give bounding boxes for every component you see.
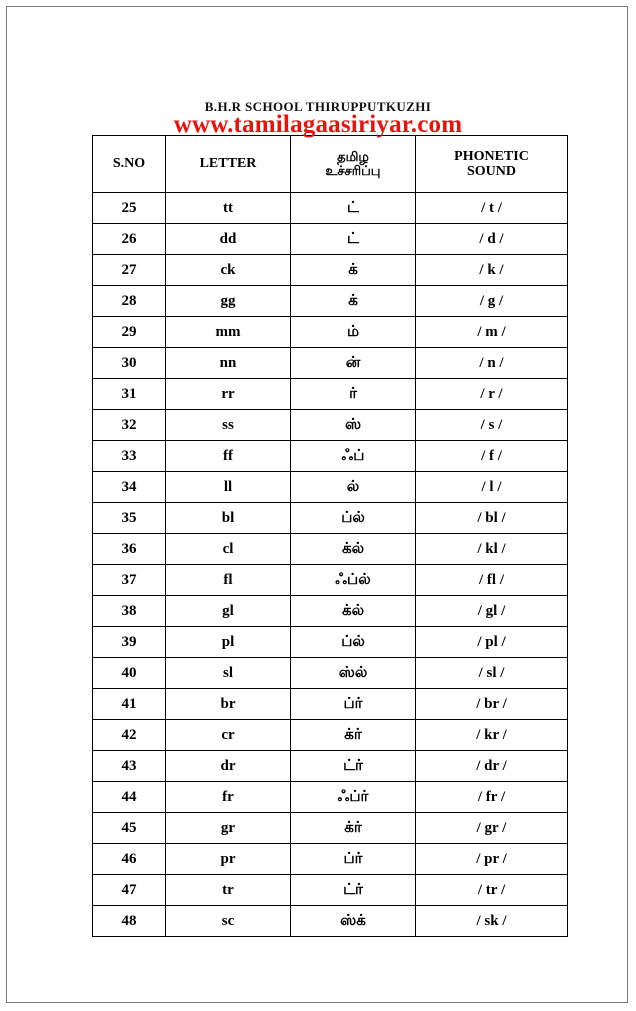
cell-tamil-pronunciation: ஃப்ர் (291, 782, 416, 813)
cell-sno: 36 (93, 534, 166, 565)
cell-sno: 27 (93, 255, 166, 286)
table-row (93, 255, 568, 286)
cell-tamil-pronunciation: ப்ர் (291, 844, 416, 875)
cell-phonetic-sound: / kl / (416, 534, 568, 565)
cell-letter: ff (166, 441, 291, 472)
cell-phonetic-sound: / f / (416, 441, 568, 472)
document-page-frame (6, 6, 628, 1003)
table-row (93, 658, 568, 689)
table-header (93, 136, 568, 193)
table-row (93, 286, 568, 317)
cell-phonetic-sound: / bl / (416, 503, 568, 534)
document-page (7, 7, 629, 1004)
cell-sno: 38 (93, 596, 166, 627)
table-row (93, 627, 568, 658)
table-row (93, 689, 568, 720)
cell-phonetic-sound: / sk / (416, 906, 568, 937)
column-header-phonetic-line1: PHONETIC (454, 148, 529, 164)
cell-letter: cr (166, 720, 291, 751)
cell-sno: 30 (93, 348, 166, 379)
cell-sno: 33 (93, 441, 166, 472)
cell-phonetic-sound: / fl / (416, 565, 568, 596)
cell-sno: 41 (93, 689, 166, 720)
cell-tamil-pronunciation: ப்ர் (291, 689, 416, 720)
cell-tamil-pronunciation: க் (291, 286, 416, 317)
cell-phonetic-sound: / k / (416, 255, 568, 286)
site-watermark: www.tamilagaasiriyar.com (173, 111, 463, 138)
cell-tamil-pronunciation: ட்ர் (291, 751, 416, 782)
cell-tamil-pronunciation: ம் (291, 317, 416, 348)
table-row (93, 565, 568, 596)
table-row (93, 224, 568, 255)
cell-phonetic-sound: / dr / (416, 751, 568, 782)
cell-tamil-pronunciation: ர் (291, 379, 416, 410)
cell-letter: ck (166, 255, 291, 286)
table-body (93, 193, 568, 937)
table-row (93, 441, 568, 472)
table-row (93, 379, 568, 410)
table-row (93, 317, 568, 348)
cell-tamil-pronunciation: ஸ்க் (291, 906, 416, 937)
cell-letter: fl (166, 565, 291, 596)
cell-phonetic-sound: / kr / (416, 720, 568, 751)
cell-phonetic-sound: / n / (416, 348, 568, 379)
cell-sno: 44 (93, 782, 166, 813)
cell-letter: br (166, 689, 291, 720)
cell-phonetic-sound: / fr / (416, 782, 568, 813)
column-header-sno-label: S.NO (112, 156, 146, 172)
column-header-letter-label: LETTER (199, 156, 257, 172)
cell-phonetic-sound: / br / (416, 689, 568, 720)
cell-sno: 40 (93, 658, 166, 689)
cell-tamil-pronunciation: ஸ் (291, 410, 416, 441)
cell-phonetic-sound: / l / (416, 472, 568, 503)
column-header-tamil (291, 136, 416, 193)
cell-tamil-pronunciation: ஸ்ல் (291, 658, 416, 689)
cell-letter: rr (166, 379, 291, 410)
cell-tamil-pronunciation: ட்ர் (291, 875, 416, 906)
cell-phonetic-sound: / gl / (416, 596, 568, 627)
cell-tamil-pronunciation: க்ர் (291, 720, 416, 751)
cell-tamil-pronunciation: க்ல் (291, 534, 416, 565)
cell-phonetic-sound: / d / (416, 224, 568, 255)
cell-phonetic-sound: / pl / (416, 627, 568, 658)
cell-letter: ss (166, 410, 291, 441)
table-row (93, 782, 568, 813)
cell-letter: ll (166, 472, 291, 503)
cell-tamil-pronunciation: ப்ல் (291, 503, 416, 534)
table-row (93, 410, 568, 441)
cell-tamil-pronunciation: ட் (291, 224, 416, 255)
cell-tamil-pronunciation: ன் (291, 348, 416, 379)
table-row (93, 720, 568, 751)
cell-letter: cl (166, 534, 291, 565)
column-header-phonetic-line2: SOUND (466, 164, 516, 179)
cell-tamil-pronunciation: ட் (291, 193, 416, 224)
table-row (93, 875, 568, 906)
cell-letter: tr (166, 875, 291, 906)
cell-letter: gg (166, 286, 291, 317)
cell-sno: 26 (93, 224, 166, 255)
cell-phonetic-sound: / r / (416, 379, 568, 410)
cell-tamil-pronunciation: ல் (291, 472, 416, 503)
table-row (93, 813, 568, 844)
cell-sno: 48 (93, 906, 166, 937)
table-row (93, 844, 568, 875)
cell-phonetic-sound: / m / (416, 317, 568, 348)
table-row (93, 472, 568, 503)
cell-tamil-pronunciation: ஃப் (291, 441, 416, 472)
column-header-tamil-line2: உச்சரிப்பு (325, 163, 381, 178)
phonetics-table (92, 135, 568, 937)
cell-sno: 29 (93, 317, 166, 348)
cell-tamil-pronunciation: ஃப்ல் (291, 565, 416, 596)
cell-sno: 34 (93, 472, 166, 503)
cell-letter: mm (166, 317, 291, 348)
cell-letter: gr (166, 813, 291, 844)
cell-phonetic-sound: / gr / (416, 813, 568, 844)
cell-phonetic-sound: / t / (416, 193, 568, 224)
cell-phonetic-sound: / pr / (416, 844, 568, 875)
cell-tamil-pronunciation: ப்ல் (291, 627, 416, 658)
document-header-title: B.H.R SCHOOL THIRUPPUTKUZHI (204, 99, 432, 114)
cell-sno: 46 (93, 844, 166, 875)
cell-letter: pl (166, 627, 291, 658)
cell-letter: gl (166, 596, 291, 627)
cell-tamil-pronunciation: க் (291, 255, 416, 286)
cell-letter: dd (166, 224, 291, 255)
table-row (93, 348, 568, 379)
column-header-phonetic-sound (416, 136, 568, 193)
table-header-row (93, 136, 568, 193)
table-row (93, 503, 568, 534)
table-row (93, 751, 568, 782)
cell-sno: 28 (93, 286, 166, 317)
cell-letter: sc (166, 906, 291, 937)
cell-letter: sl (166, 658, 291, 689)
cell-sno: 25 (93, 193, 166, 224)
column-header-sno (93, 136, 166, 193)
cell-sno: 43 (93, 751, 166, 782)
cell-tamil-pronunciation: க்ல் (291, 596, 416, 627)
cell-sno: 37 (93, 565, 166, 596)
cell-letter: pr (166, 844, 291, 875)
cell-letter: nn (166, 348, 291, 379)
table-row (93, 906, 568, 937)
cell-sno: 45 (93, 813, 166, 844)
cell-sno: 47 (93, 875, 166, 906)
cell-sno: 35 (93, 503, 166, 534)
cell-letter: bl (166, 503, 291, 534)
cell-phonetic-sound: / sl / (416, 658, 568, 689)
table-row (93, 596, 568, 627)
table-row (93, 534, 568, 565)
column-header-letter (166, 136, 291, 193)
cell-phonetic-sound: / g / (416, 286, 568, 317)
cell-sno: 39 (93, 627, 166, 658)
cell-letter: dr (166, 751, 291, 782)
cell-letter: fr (166, 782, 291, 813)
cell-sno: 42 (93, 720, 166, 751)
cell-sno: 31 (93, 379, 166, 410)
cell-phonetic-sound: / s / (416, 410, 568, 441)
cell-tamil-pronunciation: க்ர் (291, 813, 416, 844)
cell-sno: 32 (93, 410, 166, 441)
column-header-tamil-line1: தமிழ (337, 148, 369, 164)
cell-letter: tt (166, 193, 291, 224)
table-row (93, 193, 568, 224)
cell-phonetic-sound: / tr / (416, 875, 568, 906)
